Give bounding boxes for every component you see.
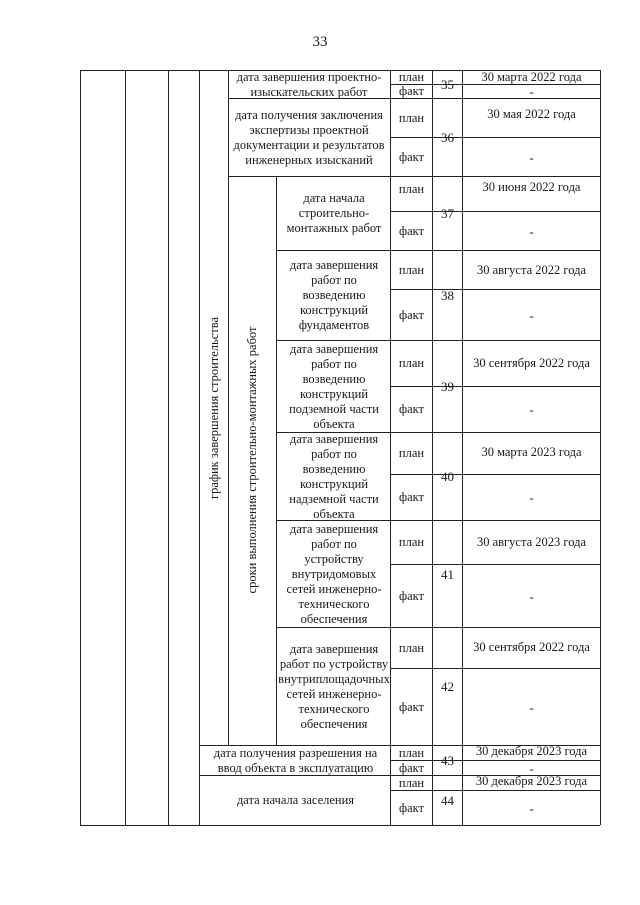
table-border-bottom	[80, 825, 600, 826]
row-37-label: дата начала строительно-монтажных работ	[286, 191, 382, 235]
row-35-fact-label: факт	[398, 84, 425, 98]
row-38-label: дата завершения работ по возведению конструкций фундаментов	[289, 258, 379, 332]
row-36-fact-value: -	[529, 149, 534, 165]
row-37-plan-label: план	[398, 181, 425, 196]
table-border-left	[80, 70, 81, 825]
row-36-label: дата получения заключения экспертизы проектной документации и результатов инженерных изысканий	[233, 107, 385, 167]
row-35-label: дата завершения проектно-изыскательских работ	[236, 69, 382, 99]
row-35-plan-label: план	[398, 70, 425, 84]
row-39-fact-value: -	[529, 402, 534, 417]
row-39-fact-label: факт	[398, 402, 425, 416]
row-36-plan-label: план	[398, 110, 425, 125]
column-divider	[199, 70, 200, 825]
row-42-fact-label: факт	[398, 699, 425, 714]
row-43-fact-value: -	[529, 760, 534, 776]
row-40-label: дата завершения работ по возведению конструкций надземной части объекта	[289, 431, 379, 521]
row-43-fact-label: факт	[398, 760, 425, 775]
row-41-label: дата завершения работ по устройству внутридомовых сетей инженерно-технического обеспечения	[286, 521, 382, 626]
construction-terms-group-label: сроки выполнения строительно-монтажных работ	[245, 326, 259, 594]
column-divider	[276, 176, 277, 745]
column-divider	[125, 70, 126, 825]
row-42-plan-value: 30 сентября 2022 года	[473, 639, 590, 654]
row-36-number: 36	[441, 130, 454, 145]
row-35-plan-value: 30 марта 2022 года	[481, 70, 582, 84]
row-44-plan-label: план	[398, 775, 425, 790]
row-42-fact-value: -	[529, 699, 534, 715]
row-41-number: 41	[441, 566, 454, 582]
row-43-number: 43	[441, 753, 454, 768]
row-42-number: 42	[441, 679, 454, 694]
row-42-label: дата завершения работ по устройству внутриплощадочных сетей инженерно-технического обеспечения	[278, 641, 390, 731]
row-40-plan-value: 30 марта 2023 года	[481, 444, 582, 459]
row-35-number: 35	[441, 77, 454, 92]
row-35-fact-value: -	[529, 84, 534, 99]
row-36-fact-label: факт	[398, 149, 425, 164]
row-40-fact-value: -	[529, 490, 534, 505]
row-43-label: дата получения разрешения на ввод объекта в эксплуатацию	[213, 745, 378, 775]
row-36-plan-value: 30 мая 2022 года	[487, 106, 576, 121]
row-44-number: 44	[441, 793, 454, 808]
row-39-plan-value: 30 сентября 2022 года	[473, 356, 590, 370]
row-39-plan-label: план	[398, 356, 425, 370]
row-39-label: дата завершения работ по возведению конструкций подземной части объекта	[289, 341, 379, 431]
row-41-plan-value: 30 августа 2023 года	[476, 535, 587, 549]
row-38-plan-value: 30 августа 2022 года	[476, 262, 587, 277]
row-44-plan-value: 30 декабря 2023 года	[475, 773, 588, 788]
column-divider	[228, 70, 229, 745]
row-44-label: дата начала заселения	[236, 793, 355, 807]
row-40-fact-label: факт	[398, 490, 425, 504]
table-border-right	[600, 70, 601, 825]
row-44-fact-value: -	[529, 800, 534, 816]
row-38-number: 38	[441, 288, 454, 303]
row-42-plan-label: план	[398, 640, 425, 655]
row-40-plan-label: план	[398, 446, 425, 460]
row-41-plan-label: план	[398, 535, 425, 549]
row-39-number: 39	[441, 379, 454, 394]
row-43-plan-label: план	[398, 745, 425, 760]
column-divider	[168, 70, 169, 825]
row-41-fact-label: факт	[398, 588, 425, 603]
row-37-number: 37	[441, 206, 454, 221]
row-37-fact-label: факт	[398, 223, 425, 238]
row-40-number: 40	[441, 469, 454, 484]
row-37-plan-value: 30 июня 2022 года	[482, 179, 581, 194]
row-37-fact-value: -	[529, 223, 534, 239]
row-44-fact-label: факт	[398, 800, 425, 815]
row-38-fact-label: факт	[398, 307, 425, 322]
row-38-plan-label: план	[398, 262, 425, 277]
row-41-fact-value: -	[529, 588, 534, 604]
row-43-plan-value: 30 декабря 2023 года	[475, 743, 588, 758]
schedule-group-label: график завершения строительства	[207, 316, 221, 500]
row-38-fact-value: -	[529, 307, 534, 323]
page-number: 33	[312, 34, 328, 50]
